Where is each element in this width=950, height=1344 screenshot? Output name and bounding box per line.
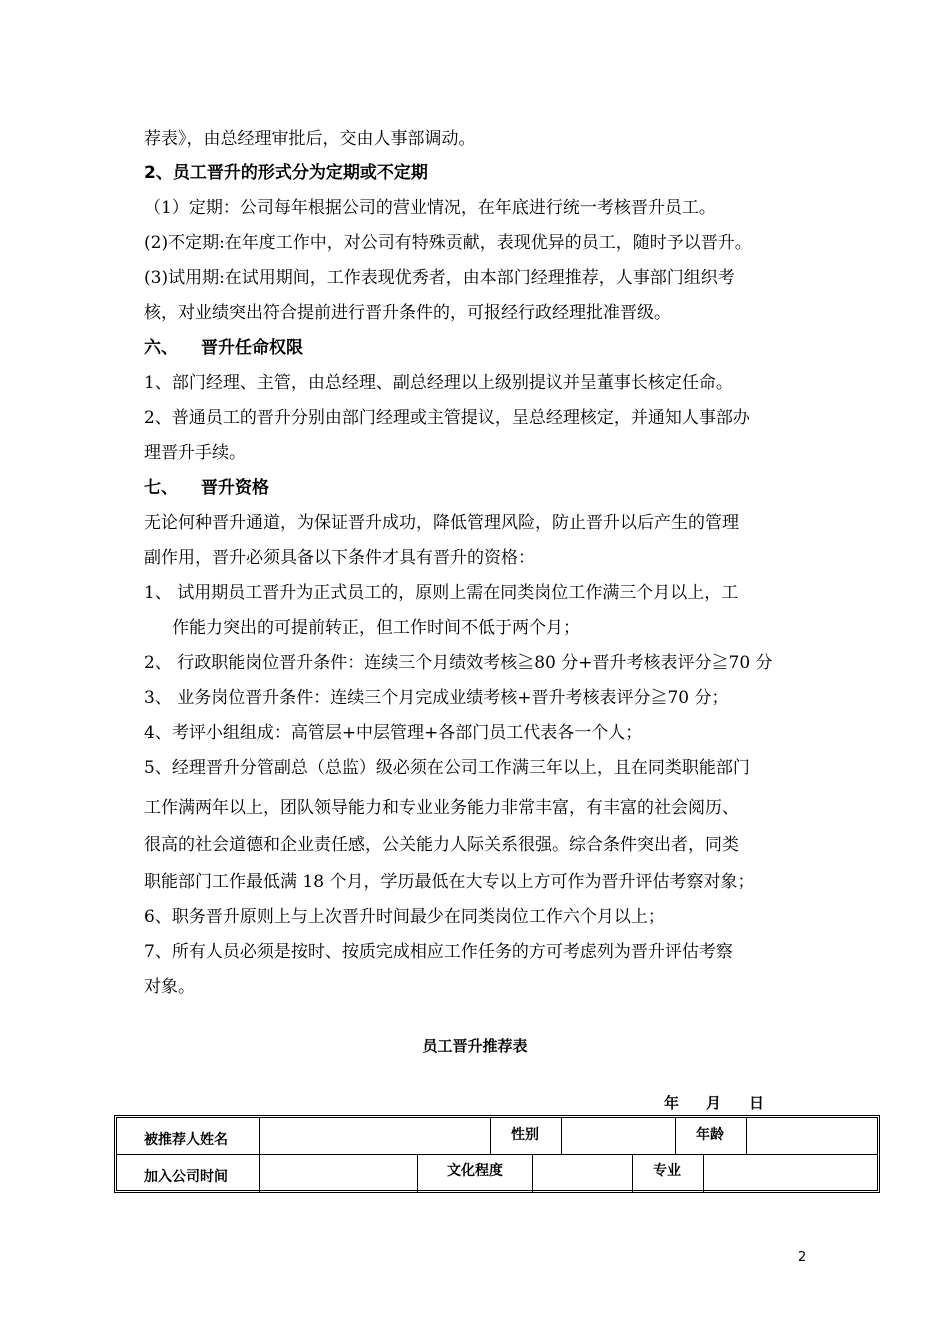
list-item-line: 2、 行政职能岗位晋升条件：连续三个月绩效考核≧80 分+晋升考核表评分≧70 分: [144, 653, 773, 673]
paragraph-line: 理晋升手续。: [144, 443, 246, 463]
list-item-line: 对象。: [144, 977, 195, 997]
name-field[interactable]: [260, 1118, 490, 1154]
form-title: 员工晋升推荐表: [422, 1037, 528, 1055]
column-divider: [417, 1155, 418, 1192]
date-month-label: 月: [706, 1094, 722, 1112]
column-divider: [675, 1118, 676, 1154]
paragraph-line: 1、部门经理、主管，由总经理、副总经理以上级别提议并呈董事长核定任命。: [144, 373, 733, 393]
gender-field[interactable]: [562, 1118, 675, 1154]
major-label: 专业: [653, 1163, 681, 1179]
section-heading-title: 晋升任命权限: [201, 338, 303, 358]
join-date-label: 加入公司时间: [144, 1169, 228, 1185]
list-item-line: 很高的社会道德和企业责任感，公关能力人际关系很强。综合条件突出者，同类: [144, 835, 739, 855]
list-item-line: 作能力突出的可提前转正，但工作时间不低于两个月；: [172, 618, 580, 638]
page-number: 2: [798, 1250, 807, 1265]
education-label: 文化程度: [447, 1163, 503, 1179]
list-item-line: 7、所有人员必须是按时、按质完成相应工作任务的方可考虑列为晋升评估考察: [144, 942, 733, 962]
paragraph-line: (3)试用期:在试用期间，工作表现优秀者，由本部门经理推荐，人事部门组织考: [144, 268, 735, 288]
join-date-field[interactable]: [260, 1155, 417, 1192]
major-field[interactable]: [704, 1155, 877, 1192]
list-item-line: 职能部门工作最低满 18 个月，学历最低在大专以上方可作为晋升评估考察对象；: [144, 872, 755, 892]
column-divider: [632, 1155, 633, 1192]
list-item-line: 6、职务晋升原则上与上次晋升时间最少在同类岗位工作六个月以上；: [144, 907, 665, 927]
paragraph-line: 荐表》，由总经理审批后，交由人事部调动。: [144, 129, 476, 149]
age-field[interactable]: [747, 1118, 877, 1154]
column-divider: [490, 1118, 491, 1154]
gender-label: 性别: [511, 1127, 539, 1143]
date-year-label: 年: [664, 1094, 680, 1112]
paragraph-line: 副作用，晋升必须具备以下条件才具有晋升的资格：: [144, 548, 535, 568]
paragraph-line: （1）定期：公司每年根据公司的营业情况，在年底进行统一考核晋升员工。: [144, 198, 716, 218]
list-item-line: 1、 试用期员工晋升为正式员工的，原则上需在同类岗位工作满三个月以上，工: [144, 583, 739, 603]
section-heading-number: 七、: [144, 478, 178, 498]
paragraph-line: (2)不定期:在年度工作中，对公司有特殊贡献，表现优异的员工，随时予以晋升。: [144, 233, 752, 253]
name-label: 被推荐人姓名: [144, 1132, 228, 1148]
paragraph-line: 无论何种晋升通道，为保证晋升成功，降低管理风险，防止晋升以后产生的管理: [144, 513, 739, 533]
list-item-line: 3、 业务岗位晋升条件：连续三个月完成业绩考核+晋升考核表评分≧70 分；: [144, 688, 729, 708]
paragraph-line: 2、普通员工的晋升分别由部门经理或主管提议，呈总经理核定，并通知人事部办: [144, 408, 750, 428]
recommendation-form-table: [114, 1115, 880, 1193]
list-item-line: 工作满两年以上，团队领导能力和专业业务能力非常丰富，有丰富的社会阅历、: [144, 798, 739, 818]
list-item-line: 5、经理晋升分管副总（总监）级必须在公司工作满三年以上，且在同类职能部门: [144, 758, 750, 778]
education-field[interactable]: [533, 1155, 632, 1192]
age-label: 年龄: [696, 1127, 724, 1143]
list-item-line: 4、考评小组组成：高管层+中层管理+各部门员工代表各一个人；: [144, 723, 643, 743]
paragraph-line: 核，对业绩突出符合提前进行晋升条件的，可报经行政经理批准晋级。: [144, 303, 671, 323]
section-heading-title: 晋升资格: [201, 478, 269, 498]
subheading: 2、员工晋升的形式分为定期或不定期: [144, 163, 428, 183]
date-day-label: 日: [749, 1094, 765, 1112]
section-heading-number: 六、: [144, 338, 178, 358]
